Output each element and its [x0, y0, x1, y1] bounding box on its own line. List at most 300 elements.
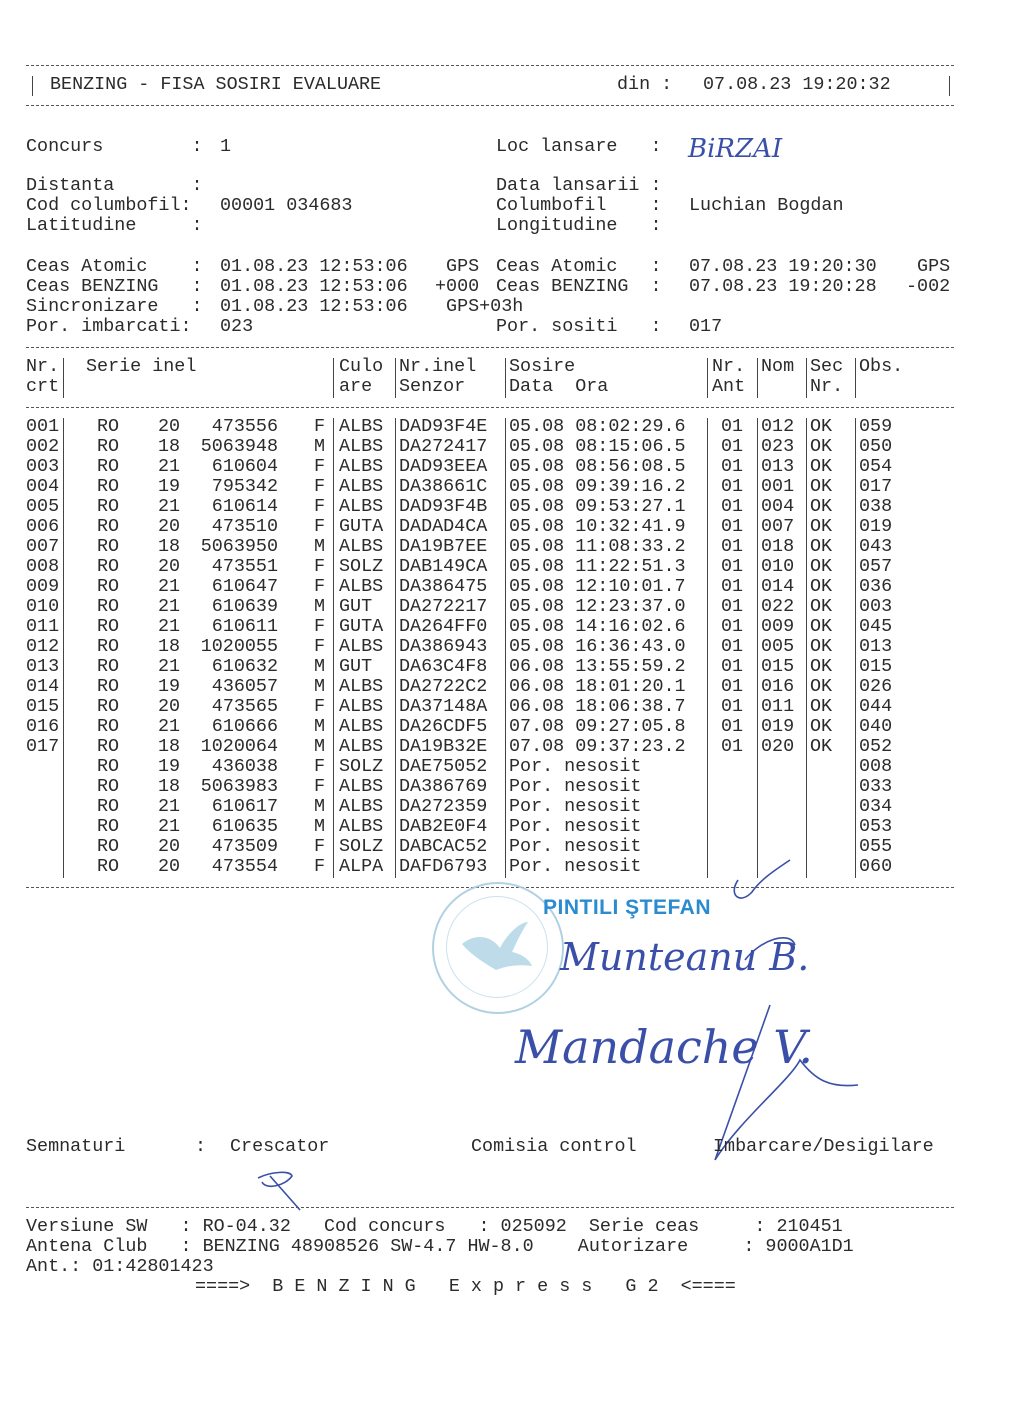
- cell-inel: 473551: [211, 556, 278, 577]
- column-header-culoare: are: [339, 376, 373, 397]
- column-divider: [806, 418, 807, 878]
- header-top-rule: [26, 65, 954, 66]
- cell-sosire: Por. nesosit: [509, 756, 642, 777]
- cell-sec: OK: [810, 516, 833, 537]
- table-row[interactable]: [0, 437, 1024, 457]
- cell-ant: 01: [721, 516, 744, 537]
- cell-senzor: DAB2E0F4: [399, 816, 488, 837]
- table-header-rule: [26, 407, 954, 408]
- cell-ant: 01: [721, 556, 744, 577]
- cell-senzor: DAD93EEA: [399, 456, 488, 477]
- cell-sex: F: [314, 516, 326, 537]
- cell-senzor: DA26CDF5: [399, 716, 488, 737]
- cell-senzor: DA37148A: [399, 696, 488, 717]
- cell-senzor: DAFD6793: [399, 856, 488, 877]
- cell-nom: 019: [761, 716, 795, 737]
- cell-culoare: ALBS: [339, 456, 384, 477]
- cell-tara: RO: [97, 596, 120, 617]
- column-divider: [63, 418, 64, 878]
- cell-sosire: 05.08 11:22:51.3: [509, 556, 686, 577]
- cell-sex: M: [314, 536, 326, 557]
- cell-ant: 01: [721, 676, 744, 697]
- table-row[interactable]: [0, 617, 1024, 637]
- latitudine-label: Latitudine :: [26, 215, 203, 236]
- column-divider: [707, 358, 708, 398]
- cell-culoare: SOLZ: [339, 556, 384, 577]
- table-row[interactable]: [0, 577, 1024, 597]
- cell-obs: 055: [859, 836, 893, 857]
- cell-nom: 005: [761, 636, 795, 657]
- clock-right-suffix: -002: [906, 276, 951, 297]
- cell-ant: 01: [721, 696, 744, 717]
- cell-inel: 5063983: [200, 776, 278, 797]
- cell-an: 21: [158, 496, 181, 517]
- cell-ant: 01: [721, 476, 744, 497]
- table-row[interactable]: [0, 497, 1024, 517]
- cell-sex: M: [314, 716, 326, 737]
- cell-culoare: ALBS: [339, 476, 384, 497]
- clock-left-suffix: +000: [435, 276, 480, 297]
- cell-senzor: DA63C4F8: [399, 656, 488, 677]
- cell-senzor: DAD93F4E: [399, 416, 488, 437]
- cell-inel: 473509: [211, 836, 278, 857]
- cell-nr: 007: [26, 536, 60, 557]
- cell-inel: 473510: [211, 516, 278, 537]
- cell-senzor: DA38661C: [399, 476, 488, 497]
- cell-inel: 473556: [211, 416, 278, 437]
- cell-nom: 020: [761, 736, 795, 757]
- cell-obs: 017: [859, 476, 893, 497]
- cell-sex: F: [314, 776, 326, 797]
- cell-ant: 01: [721, 456, 744, 477]
- cell-culoare: ALBS: [339, 576, 384, 597]
- cell-inel: 610614: [211, 496, 278, 517]
- cell-senzor: DABCAC52: [399, 836, 488, 857]
- cell-sex: F: [314, 756, 326, 777]
- footer-rule: [26, 1207, 954, 1208]
- cell-senzor: DA386769: [399, 776, 488, 797]
- cell-inel: 436057: [211, 676, 278, 697]
- cell-tara: RO: [97, 496, 120, 517]
- cell-an: 21: [158, 716, 181, 737]
- cell-an: 21: [158, 816, 181, 837]
- column-divider: [707, 418, 708, 878]
- table-row[interactable]: [0, 677, 1024, 697]
- clock-right-label: Ceas BENZING :: [496, 276, 662, 297]
- cell-tara: RO: [97, 856, 120, 877]
- cell-sosire: 05.08 09:39:16.2: [509, 476, 686, 497]
- cell-sosire: Por. nesosit: [509, 856, 642, 877]
- cell-sec: OK: [810, 476, 833, 497]
- cell-sex: F: [314, 636, 326, 657]
- clock-left-value: 01.08.23 12:53:06: [220, 276, 408, 297]
- table-row[interactable]: [0, 537, 1024, 557]
- table-row[interactable]: [0, 697, 1024, 717]
- cell-inel: 795342: [211, 476, 278, 497]
- cell-culoare: ALBS: [339, 636, 384, 657]
- cell-obs: 034: [859, 796, 893, 817]
- cell-nom: 010: [761, 556, 795, 577]
- cell-nom: 016: [761, 676, 795, 697]
- cell-an: 21: [158, 456, 181, 477]
- column-header-nr-inel-senzor: Nr.inel: [399, 356, 477, 377]
- cell-inel: 610611: [211, 616, 278, 637]
- cell-an: 20: [158, 696, 181, 717]
- signature-imbarcare-label: Imbarcare/Desigilare: [713, 1136, 934, 1157]
- cell-sec: OK: [810, 536, 833, 557]
- cell-sec: OK: [810, 436, 833, 457]
- cell-culoare: GUT: [339, 596, 373, 617]
- cell-obs: 013: [859, 636, 893, 657]
- concurs-label: Concurs :: [26, 136, 203, 157]
- clock-right-label: Ceas Atomic :: [496, 256, 662, 277]
- cell-sex: F: [314, 696, 326, 717]
- cell-sosire: 06.08 18:01:20.1: [509, 676, 686, 697]
- table-row[interactable]: [0, 757, 1024, 777]
- cell-sec: OK: [810, 656, 833, 677]
- cell-an: 20: [158, 516, 181, 537]
- clock-right-value: 017: [689, 316, 723, 337]
- cell-obs: 054: [859, 456, 893, 477]
- column-divider: [505, 418, 506, 878]
- cod-columbofil-label: Cod columbofil:: [26, 195, 192, 216]
- cell-obs: 059: [859, 416, 893, 437]
- column-divider: [505, 358, 506, 398]
- cell-inel: 473565: [211, 696, 278, 717]
- column-divider: [333, 418, 334, 878]
- header-right-border: [949, 76, 950, 96]
- columbofil-label: Columbofil :: [496, 195, 662, 216]
- cell-an: 18: [158, 636, 181, 657]
- cell-sosire: 05.08 14:16:02.6: [509, 616, 686, 637]
- cell-an: 18: [158, 536, 181, 557]
- distanta-label: Distanta :: [26, 175, 203, 196]
- cell-sex: M: [314, 676, 326, 697]
- cell-senzor: DA19B32E: [399, 736, 488, 757]
- cell-inel: 610604: [211, 456, 278, 477]
- cell-sec: OK: [810, 576, 833, 597]
- table-row[interactable]: [0, 717, 1024, 737]
- cell-senzor: DA264FF0: [399, 616, 488, 637]
- cell-nr: 002: [26, 436, 60, 457]
- column-header-nr-ant: Nr.: [712, 356, 746, 377]
- cell-obs: 003: [859, 596, 893, 617]
- cell-obs: 053: [859, 816, 893, 837]
- cell-culoare: ALBS: [339, 776, 384, 797]
- document-title: BENZING - FISA SOSIRI EVALUARE: [50, 74, 382, 95]
- cell-nom: 011: [761, 696, 795, 717]
- cell-inel: 436038: [211, 756, 278, 777]
- cell-tara: RO: [97, 416, 120, 437]
- cell-tara: RO: [97, 716, 120, 737]
- cell-sex: F: [314, 456, 326, 477]
- cell-sex: M: [314, 796, 326, 817]
- cell-an: 19: [158, 676, 181, 697]
- cell-nr: 006: [26, 516, 60, 537]
- table-row[interactable]: [0, 517, 1024, 537]
- cell-ant: 01: [721, 416, 744, 437]
- cell-nr: 005: [26, 496, 60, 517]
- cell-sosire: 06.08 18:06:38.7: [509, 696, 686, 717]
- clock-right-value: 07.08.23 19:20:30: [689, 256, 877, 277]
- cell-tara: RO: [97, 756, 120, 777]
- cell-an: 20: [158, 856, 181, 877]
- signatures-sep: :: [195, 1136, 207, 1157]
- cell-nom: 004: [761, 496, 795, 517]
- cell-senzor: DA386943: [399, 636, 488, 657]
- cell-tara: RO: [97, 436, 120, 457]
- clock-left-label: Ceas Atomic :: [26, 256, 203, 277]
- cell-culoare: SOLZ: [339, 756, 384, 777]
- cell-culoare: GUTA: [339, 616, 384, 637]
- cell-an: 21: [158, 656, 181, 677]
- cell-sec: OK: [810, 736, 833, 757]
- cell-ant: 01: [721, 536, 744, 557]
- concurs-value: 1: [220, 136, 232, 157]
- column-header-nr-crt: Nr.: [26, 356, 60, 377]
- cell-culoare: ALBS: [339, 436, 384, 457]
- table-row[interactable]: [0, 597, 1024, 617]
- clock-right-label: Por. sositi :: [496, 316, 662, 337]
- cell-ant: 01: [721, 436, 744, 457]
- cell-tara: RO: [97, 556, 120, 577]
- cell-nr: 016: [26, 716, 60, 737]
- cell-an: 21: [158, 576, 181, 597]
- cell-sex: F: [314, 496, 326, 517]
- cell-senzor: DAE75052: [399, 756, 488, 777]
- loc-lansare-label: Loc lansare :: [496, 136, 662, 157]
- cell-nr: 011: [26, 616, 60, 637]
- column-divider: [63, 358, 64, 398]
- cell-sec: OK: [810, 416, 833, 437]
- cell-tara: RO: [97, 616, 120, 637]
- table-row[interactable]: [0, 797, 1024, 817]
- dove-icon: [432, 882, 560, 1010]
- cell-tara: RO: [97, 696, 120, 717]
- table-row[interactable]: [0, 777, 1024, 797]
- column-divider: [855, 418, 856, 878]
- cell-sex: F: [314, 416, 326, 437]
- column-header-nr-inel-senzor: Senzor: [399, 376, 466, 397]
- cell-inel: 610635: [211, 816, 278, 837]
- cell-obs: 026: [859, 676, 893, 697]
- print-date-label: din :: [617, 74, 673, 95]
- column-divider: [395, 418, 396, 878]
- cell-ant: 01: [721, 616, 744, 637]
- cell-obs: 050: [859, 436, 893, 457]
- cell-tara: RO: [97, 516, 120, 537]
- cell-an: 21: [158, 616, 181, 637]
- cell-sex: M: [314, 596, 326, 617]
- cell-sex: M: [314, 736, 326, 757]
- cell-sosire: 05.08 12:23:37.0: [509, 596, 686, 617]
- table-row[interactable]: [0, 477, 1024, 497]
- cell-an: 19: [158, 476, 181, 497]
- cell-nr: 010: [26, 596, 60, 617]
- table-row[interactable]: [0, 837, 1024, 857]
- column-divider: [855, 358, 856, 398]
- print-date-value: 07.08.23 19:20:32: [703, 74, 891, 95]
- cell-ant: 01: [721, 496, 744, 517]
- data-lansarii-label: Data lansarii :: [496, 175, 662, 196]
- cell-nr: 003: [26, 456, 60, 477]
- column-divider: [757, 358, 758, 398]
- cell-an: 18: [158, 436, 181, 457]
- table-row[interactable]: [0, 417, 1024, 437]
- table-row[interactable]: [0, 857, 1024, 877]
- cell-culoare: GUTA: [339, 516, 384, 537]
- cell-sosire: 07.08 09:37:23.2: [509, 736, 686, 757]
- cell-sosire: Por. nesosit: [509, 836, 642, 857]
- column-header-nr-crt: crt: [26, 376, 60, 397]
- cell-culoare: ALBS: [339, 736, 384, 757]
- column-header-serie-inel: Serie inel: [86, 356, 197, 377]
- cell-inel: 610666: [211, 716, 278, 737]
- cell-an: 20: [158, 836, 181, 857]
- cell-sosire: 05.08 09:53:27.1: [509, 496, 686, 517]
- cell-obs: 043: [859, 536, 893, 557]
- cell-nom: 018: [761, 536, 795, 557]
- cell-obs: 045: [859, 616, 893, 637]
- column-header-sosire: Data Ora: [509, 376, 609, 397]
- cell-obs: 038: [859, 496, 893, 517]
- cell-tara: RO: [97, 576, 120, 597]
- cell-inel: 610647: [211, 576, 278, 597]
- cell-senzor: DADAD4CA: [399, 516, 488, 537]
- cell-sec: OK: [810, 696, 833, 717]
- cell-nr: 017: [26, 736, 60, 757]
- cell-culoare: ALBS: [339, 796, 384, 817]
- cell-nom: 022: [761, 596, 795, 617]
- cell-senzor: DA272417: [399, 436, 488, 457]
- clock-left-label: Ceas BENZING :: [26, 276, 203, 297]
- cell-an: 20: [158, 556, 181, 577]
- cell-tara: RO: [97, 776, 120, 797]
- longitudine-label: Longitudine :: [496, 215, 662, 236]
- cell-ant: 01: [721, 736, 744, 757]
- clock-left-label: Sincronizare :: [26, 296, 203, 317]
- cell-culoare: ALBS: [339, 416, 384, 437]
- cell-sex: F: [314, 856, 326, 877]
- cell-nr: 004: [26, 476, 60, 497]
- column-divider: [395, 358, 396, 398]
- column-header-culoare: Culo: [339, 356, 384, 377]
- signature-commission-1: Munteanu B.: [560, 935, 810, 979]
- table-row[interactable]: [0, 557, 1024, 577]
- cell-culoare: ALBS: [339, 816, 384, 837]
- cell-inel: 473554: [211, 856, 278, 877]
- cell-tara: RO: [97, 456, 120, 477]
- cell-obs: 036: [859, 576, 893, 597]
- cell-senzor: DA272359: [399, 796, 488, 817]
- cell-an: 21: [158, 796, 181, 817]
- cell-tara: RO: [97, 656, 120, 677]
- table-top-rule: [26, 347, 954, 348]
- column-header-nr-ant: Ant: [712, 376, 746, 397]
- cell-senzor: DAD93F4B: [399, 496, 488, 517]
- cell-ant: 01: [721, 596, 744, 617]
- signatures-label: Semnaturi: [26, 1136, 126, 1157]
- cell-sosire: 05.08 12:10:01.7: [509, 576, 686, 597]
- cell-sosire: 05.08 10:32:41.9: [509, 516, 686, 537]
- cell-sec: OK: [810, 596, 833, 617]
- cell-sec: OK: [810, 636, 833, 657]
- cell-senzor: DA2722C2: [399, 676, 488, 697]
- cell-sec: OK: [810, 616, 833, 637]
- table-row[interactable]: [0, 817, 1024, 837]
- cell-ant: 01: [721, 576, 744, 597]
- cell-sec: OK: [810, 716, 833, 737]
- cell-tara: RO: [97, 476, 120, 497]
- cell-sex: M: [314, 656, 326, 677]
- cell-inel: 1020064: [200, 736, 278, 757]
- column-divider: [333, 358, 334, 398]
- cell-ant: 01: [721, 636, 744, 657]
- signature-commission-2: Mandache V.: [515, 1020, 814, 1074]
- column-divider: [806, 358, 807, 398]
- cell-nr: 012: [26, 636, 60, 657]
- cell-senzor: DA386475: [399, 576, 488, 597]
- cell-sex: F: [314, 616, 326, 637]
- table-row[interactable]: [0, 657, 1024, 677]
- cell-sex: F: [314, 556, 326, 577]
- cell-sosire: 05.08 08:15:06.5: [509, 436, 686, 457]
- table-row[interactable]: [0, 457, 1024, 477]
- cell-sosire: Por. nesosit: [509, 776, 642, 797]
- cell-tara: RO: [97, 816, 120, 837]
- cell-sosire: 05.08 11:08:33.2: [509, 536, 686, 557]
- cell-tara: RO: [97, 676, 120, 697]
- signature-comisia-label: Comisia control: [471, 1136, 637, 1157]
- cell-an: 19: [158, 756, 181, 777]
- cell-inel: 610632: [211, 656, 278, 677]
- cell-sosire: 06.08 13:55:59.2: [509, 656, 686, 677]
- cell-inel: 5063950: [200, 536, 278, 557]
- cell-nr: 001: [26, 416, 60, 437]
- cell-sex: F: [314, 836, 326, 857]
- cell-tara: RO: [97, 836, 120, 857]
- cell-culoare: ALPA: [339, 856, 384, 877]
- cell-sosire: Por. nesosit: [509, 796, 642, 817]
- cell-obs: 052: [859, 736, 893, 757]
- cell-inel: 1020055: [200, 636, 278, 657]
- cell-culoare: ALBS: [339, 676, 384, 697]
- cell-nom: 001: [761, 476, 795, 497]
- footer-brand-line: ====> B E N Z I N G E x p r e s s G 2 <====: [195, 1276, 736, 1297]
- cell-obs: 008: [859, 756, 893, 777]
- cell-senzor: DA272217: [399, 596, 488, 617]
- cell-sex: M: [314, 816, 326, 837]
- table-row[interactable]: [0, 637, 1024, 657]
- cell-sec: OK: [810, 456, 833, 477]
- cell-nom: 012: [761, 416, 795, 437]
- cell-nom: 013: [761, 456, 795, 477]
- table-row[interactable]: [0, 737, 1024, 757]
- cell-sex: F: [314, 476, 326, 497]
- cell-nom: 015: [761, 656, 795, 677]
- cell-culoare: GUT: [339, 656, 373, 677]
- footer-antenna-line: Antena Club : BENZING 48908526 SW-4.7 HW-8.0 Autorizare : 9000A1D1: [26, 1236, 854, 1257]
- clock-right-value: 07.08.23 19:20:28: [689, 276, 877, 297]
- cell-tara: RO: [97, 636, 120, 657]
- cell-senzor: DA19B7EE: [399, 536, 488, 557]
- cell-sex: M: [314, 436, 326, 457]
- cell-obs: 044: [859, 696, 893, 717]
- cell-nom: 007: [761, 516, 795, 537]
- clock-left-label: Por. imbarcati:: [26, 316, 192, 337]
- cell-culoare: ALBS: [339, 536, 384, 557]
- cell-sec: OK: [810, 556, 833, 577]
